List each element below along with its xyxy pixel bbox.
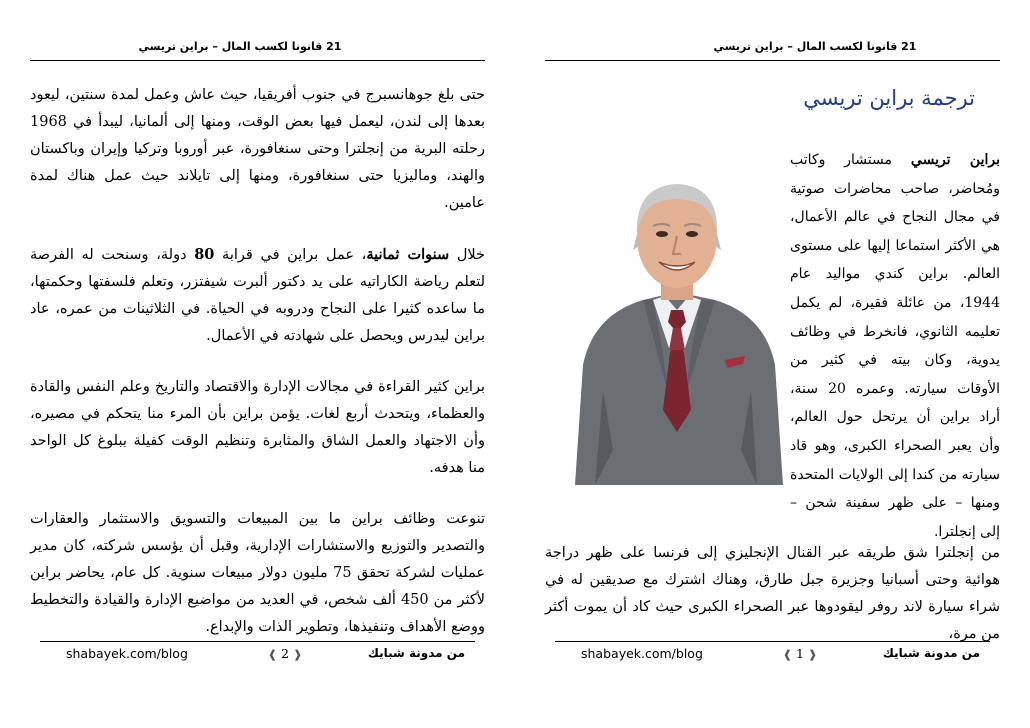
paragraph-3: براين كثير القراءة في مجالات الإدارة والاقتصاد والتاريخ وعلم النفس والقادة والعظماء، ويتحدث أربع لغات. يؤمن براين بأن المرء منا يتحكم في مصيره، وأن الاجتهاد والعمل الشاق والمثابرة وتنظيم الوقت كفيلة ببلوغ كل الواحد منا هدفه. bbox=[30, 379, 485, 476]
page-number-value: 1 bbox=[796, 646, 804, 661]
section-title: ترجمة براين تريسي bbox=[803, 86, 975, 110]
page-number-value: 2 bbox=[281, 646, 289, 661]
ornament-icon: ❰ bbox=[267, 648, 278, 661]
page-number bbox=[775, 646, 825, 661]
page-1 bbox=[515, 0, 1030, 728]
author-photo bbox=[565, 150, 790, 485]
paragraph-2-start: خلال bbox=[449, 247, 486, 263]
footer-site-link[interactable]: shabayek.com/blog bbox=[581, 646, 703, 661]
ornament-icon: ❱ bbox=[292, 648, 303, 661]
header-rule bbox=[30, 60, 485, 61]
footer-source: من مدونة شبايك bbox=[882, 646, 980, 660]
page-footer bbox=[555, 646, 990, 666]
footer-site-link[interactable]: shabayek.com/blog bbox=[66, 646, 188, 661]
paragraph-4: تنوعت وظائف براين ما بين المبيعات والتسويق والاستثمار والعقارات والتصدير والتوزيع والاستشارات الإدارية، وقبل أن يؤسس شركته، كان مدير عمليات لشركة تحقق 75 مليون دولار مبيعات سنوية. كل عام، يحاضر براين لأكثر من 450 ألف شخص، في العديد من مواضيع الإدارة والقيادة والتخطيط ووضع الأهداف وتنفيذها، وتطوير الذات والإبداع. bbox=[30, 511, 485, 635]
paragraph-1: حتى بلغ جوهانسبرج في جنوب أفريقيا، حيث عاش وعمل لمدة سنتين، ليعود بعدها إلى لندن، ليعمل فيها بعض الوقت، ومنها إلى ألمانيا، ليبدأ في 1968 رحلته البرية من إنجلترا وحتى سنغافورة، عبر أوروبا وتركيا وإيران وباكستان والهند، وماليزيا حتى سنغافورة، ومنها إلى تايلاند حيث عمل هناك لمدة عامين. bbox=[30, 87, 485, 211]
page-number bbox=[260, 646, 310, 661]
footer-rule bbox=[40, 641, 475, 642]
paragraph-2 bbox=[30, 241, 485, 350]
paragraph-2-mid: ، عمل براين في قرابة bbox=[214, 247, 367, 263]
paragraph-continued: من إنجلترا شق طريقه عبر القنال الإنجليزي إلى فرنسا على ظهر دراجة هوائية وحتى أسبانيا وجزيرة جبل طارق، وهناك اشترك مع صديقين له في شراء سيارة لاند روفر ليقودوها عبر الصحراء الكبرى حيث كاد أن يموت أكثر من مرة، bbox=[545, 545, 1000, 642]
paragraph-2-bold: سنوات ثمانية bbox=[366, 246, 450, 263]
paragraph-2-end: دولة، وسنحت له الفرصة لتعلم رياضة الكاراتيه على يد دكتور ألبرت شيفتزر، وتعلم فلسفتها وحكمتها، ما ساعده كثيرا على النجاح ودروبه في الحياة. في الثلاثينات من عمره، عاد براين ليدرس ويحصل على شهادته في الأعمال. bbox=[30, 247, 485, 344]
bio-name-bold: براين تريسي bbox=[910, 152, 1000, 168]
page-footer bbox=[40, 646, 475, 666]
author-portrait-image bbox=[565, 150, 790, 485]
footer-rule bbox=[555, 641, 990, 642]
header-rule bbox=[545, 60, 1000, 61]
bio-paragraph bbox=[790, 146, 1000, 546]
bio-text: مستشار وكاتب ومُحاضر، صاحب محاضرات صوتية في مجال النجاح في عالم الأعمال، هي الأكثر استماعا إليها على مستوى العالم. براين كندي مواليد عام 1944، من عائلة فقيرة، لم يكمل تعليمه الثانوي، فانخرط في وظائف يدوية، وكان بيته في كثير من الأوقات سيارته. وعمره 20 سنة، أراد براين أن يرتحل حول العالم، وأن يعبر الصحراء الكبرى، وهو قاد سيارته من كندا إلى الولايات المتحدة ومنها – على ظهر سفينة شحن – إلى إنجلترا. bbox=[790, 152, 1000, 540]
footer-source: من مدونة شبايك bbox=[367, 646, 465, 660]
ornament-icon: ❱ bbox=[807, 648, 818, 661]
ornament-icon: ❰ bbox=[782, 648, 793, 661]
running-header: 21 قانونا لكسب المال – براين تريسي bbox=[138, 40, 342, 53]
paragraph-2-bold-number: 80 bbox=[194, 246, 215, 263]
page-body bbox=[30, 82, 485, 665]
running-header: 21 قانونا لكسب المال – براين تريسي bbox=[713, 40, 917, 53]
